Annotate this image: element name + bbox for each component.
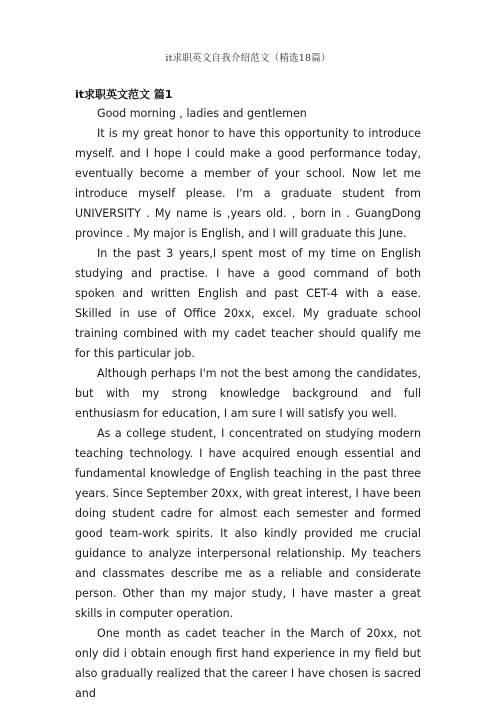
body-text: [75, 104, 421, 704]
document-header-title: it求职英文自我介绍范文（精选18篇）: [165, 53, 331, 64]
paragraph-introduction: It is my great honor to have this opportunity to introduce myself. and I hope I could make a good performance today, eventually become a member of your school. Now let me introduce myself please. I'm a graduate student from UNIVERSITY . My name is ,years old. , born in . GuangDong province . My major is English, and I will graduate this June.: [75, 127, 421, 240]
section-title: it求职英文范文 篇1: [75, 88, 173, 101]
paragraph-english-skills: In the past 3 years,I spent most of my time on English studying and practise. I have a good command of both spoken and written English and past CET-4 with a ease. Skilled in use of Office 20xx, excel. My graduate school training combined with my cadet teacher should qualify me for this particular job.: [75, 247, 421, 360]
paragraph-greeting: Good morning , ladies and gentlemen: [97, 107, 307, 120]
paragraph-college-experience: As a college student, I concentrated on studying modern teaching technology. I have acquired enough essential and fundamental knowledge of English teaching in the past three years. Since September 20xx, with great interest, I have been doing student cadre for almost each semester and formed good team-work spirits. It also kindly provided me crucial guidance to analyze interpersonal relationship. My teachers and classmates describe me as a reliable and considerate person. Other than my major study, I have master a great skills in computer operation.: [75, 427, 421, 620]
paragraph-cadet-teacher: One month as cadet teacher in the March of 20xx, not only did i obtain enough first hand experience in my field but also gradually realized that the career I have chosen is sacred and: [75, 627, 421, 700]
paragraph-candidacy: Although perhaps I'm not the best among the candidates, but with my strong knowledge background and full enthusiasm for education, I am sure I will satisfy you well.: [75, 367, 421, 420]
